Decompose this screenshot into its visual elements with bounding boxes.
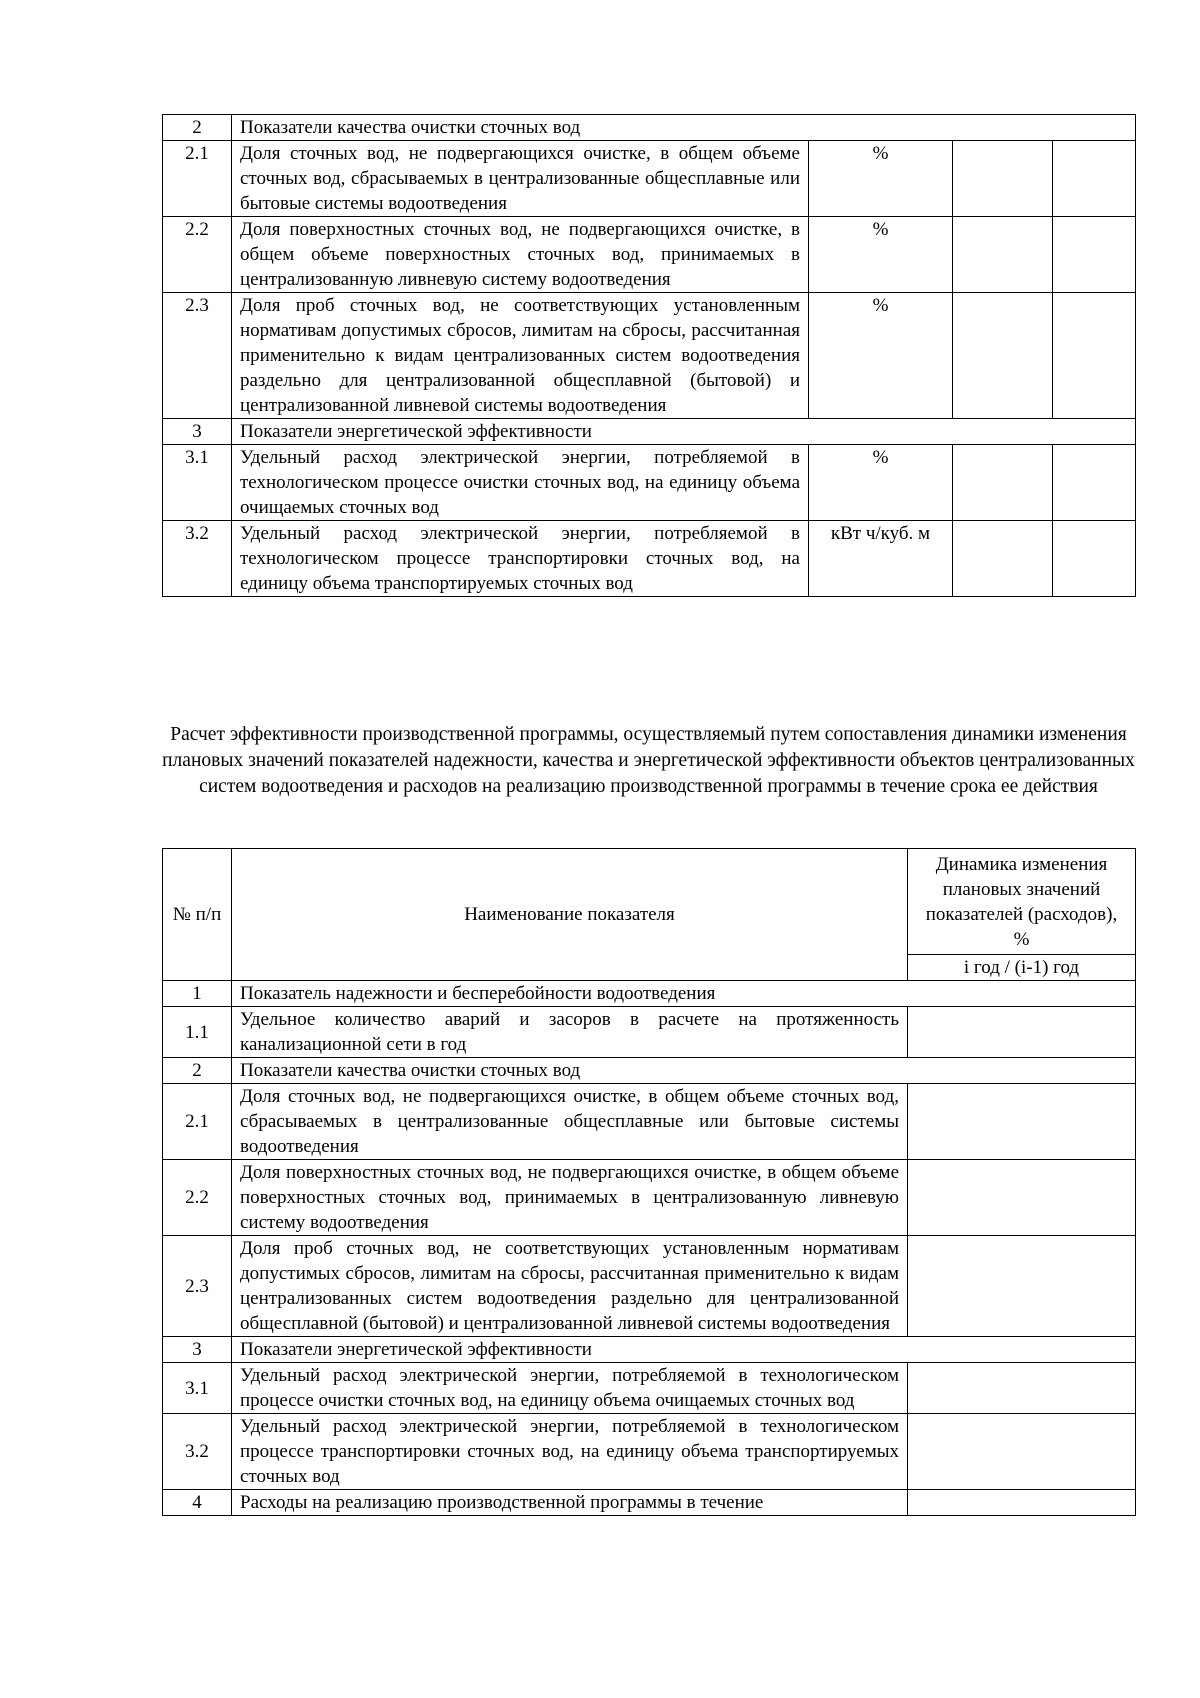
row-number: 2 [163, 1058, 232, 1084]
indicator-name: Удельное количество аварий и засоров в расчете на протяженность канализационной сети в год [232, 1007, 908, 1058]
section-label: Показатели качества очистки сточных вод [232, 115, 1136, 141]
dynamics-value [908, 1084, 1136, 1160]
row-number: 2.2 [163, 1160, 232, 1236]
unit-cell: % [809, 293, 953, 419]
unit-cell: % [809, 445, 953, 521]
efficiency-table-body [163, 981, 1136, 1516]
section-row [163, 115, 1136, 141]
table-row [163, 1236, 1136, 1337]
row-number: 2.1 [163, 1084, 232, 1160]
section-label: Показатели качества очистки сточных вод [232, 1058, 1136, 1084]
row-number: 2 [163, 115, 232, 141]
table-row [163, 293, 1136, 419]
value-cell [1053, 521, 1136, 597]
table-row [163, 521, 1136, 597]
section-row [163, 1058, 1136, 1084]
section-row [163, 981, 1136, 1007]
header-name: Наименование показателя [232, 849, 908, 981]
table-row [163, 1160, 1136, 1236]
value-cell [953, 521, 1053, 597]
header-period: i год / (i-1) год [908, 955, 1136, 981]
value-cell [953, 141, 1053, 217]
indicator-name: Доля сточных вод, не подвергающихся очистке, в общем объеме сточных вод, сбрасываемых в централизованные общесплавные или бытовые системы водоотведения [232, 1084, 908, 1160]
row-number: 2.3 [163, 293, 232, 419]
unit-cell: кВт ч/куб. м [809, 521, 953, 597]
section-label: Показатели энергетической эффективности [232, 1337, 1136, 1363]
indicator-name: Удельный расход электрической энергии, потребляемой в технологическом процессе очистки сточных вод, на единицу объема очищаемых сточных вод [232, 1363, 908, 1414]
indicator-name: Доля поверхностных сточных вод, не подвергающихся очистке, в общем объеме поверхностных сточных вод, принимаемых в централизованную ливневую систему водоотведения [232, 217, 809, 293]
row-number: 3 [163, 419, 232, 445]
row-number: 1.1 [163, 1007, 232, 1058]
indicator-name: Удельный расход электрической энергии, потребляемой в технологическом процессе транспортировки сточных вод, на единицу объема транспортируемых сточных вод [232, 1414, 908, 1490]
unit-cell: % [809, 217, 953, 293]
table-row [163, 217, 1136, 293]
section-label: Показатель надежности и бесперебойности водоотведения [232, 981, 1136, 1007]
header-num: № п/п [163, 849, 232, 981]
indicators-table-body [163, 115, 1136, 597]
row-number: 4 [163, 1490, 232, 1516]
indicator-name: Доля проб сточных вод, не соответствующих установленным нормативам допустимых сбросов, лимитам на сбросы, рассчитанная применительно к видам централизованных систем водоотведения раздельно для централизованной общесплавной (бытовой) и централизованной ливневой системы водоотведения [232, 293, 809, 419]
table-row [163, 1414, 1136, 1490]
efficiency-table [162, 848, 1136, 1516]
value-cell [953, 445, 1053, 521]
indicators-table [162, 114, 1136, 597]
table-row [163, 1363, 1136, 1414]
table-row [163, 1007, 1136, 1058]
row-number: 2.1 [163, 141, 232, 217]
header-dynamics: Динамика изменения плановых значений показателей (расходов), % [908, 849, 1136, 955]
row-number: 3.2 [163, 521, 232, 597]
efficiency-table-header [163, 849, 1136, 981]
value-cell [1053, 293, 1136, 419]
value-cell [953, 293, 1053, 419]
section-row [163, 1337, 1136, 1363]
row-number: 3.1 [163, 1363, 232, 1414]
value-cell [1053, 141, 1136, 217]
table-row [163, 141, 1136, 217]
row-number: 3 [163, 1337, 232, 1363]
value-cell [1053, 217, 1136, 293]
value-cell [953, 217, 1053, 293]
indicator-name: Расходы на реализацию производственной программы в течение [232, 1490, 908, 1516]
dynamics-value [908, 1490, 1136, 1516]
indicator-name: Удельный расход электрической энергии, потребляемой в технологическом процессе очистки сточных вод, на единицу объема очищаемых сточных вод [232, 445, 809, 521]
indicator-name: Доля проб сточных вод, не соответствующих установленным нормативам допустимых сбросов, лимитам на сбросы, рассчитанная применительно к видам централизованных систем водоотведения раздельно для централизованной общесплавной (бытовой) и централизованной ливневой системы водоотведения [232, 1236, 908, 1337]
row-number: 3.1 [163, 445, 232, 521]
indicator-name: Доля сточных вод, не подвергающихся очистке, в общем объеме сточных вод, сбрасываемых в централизованные общесплавные или бытовые системы водоотведения [232, 141, 809, 217]
indicator-name: Доля поверхностных сточных вод, не подвергающихся очистке, в общем объеме поверхностных сточных вод, принимаемых в централизованную ливневую систему водоотведения [232, 1160, 908, 1236]
unit-cell: % [809, 141, 953, 217]
section-row [163, 419, 1136, 445]
dynamics-value [908, 1007, 1136, 1058]
row-number: 2.2 [163, 217, 232, 293]
indicator-name: Удельный расход электрической энергии, потребляемой в технологическом процессе транспортировки сточных вод, на единицу объема транспортируемых сточных вод [232, 521, 809, 597]
section-label: Показатели энергетической эффективности [232, 419, 1136, 445]
value-cell [1053, 445, 1136, 521]
row-number: 1 [163, 981, 232, 1007]
table-row [163, 1490, 1136, 1516]
dynamics-value [908, 1236, 1136, 1337]
table-row [163, 445, 1136, 521]
row-number: 2.3 [163, 1236, 232, 1337]
dynamics-value [908, 1363, 1136, 1414]
row-number: 3.2 [163, 1414, 232, 1490]
dynamics-value [908, 1160, 1136, 1236]
dynamics-value [908, 1414, 1136, 1490]
section-title: Расчет эффективности производственной программы, осуществляемый путем сопоставления динамики изменения плановых значений показателей надежности, качества и энергетической эффективности объектов централизованных систем водоотведения и расходов на реализацию производственной программы в течение срока ее действия [162, 724, 1135, 797]
table-row [163, 1084, 1136, 1160]
